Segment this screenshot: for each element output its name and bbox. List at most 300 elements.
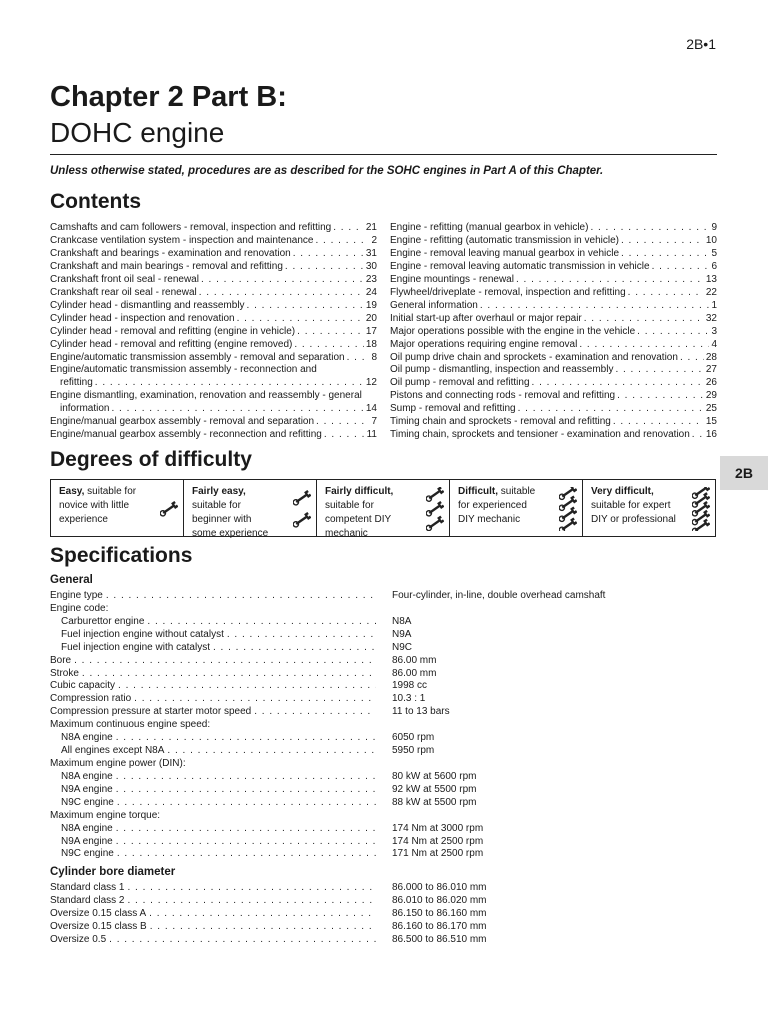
leader-dots (297, 326, 364, 339)
spec-label-cell (50, 934, 378, 947)
spec-label: Fuel injection engine without catalyst (61, 628, 224, 640)
leader-dots (95, 377, 364, 390)
spec-value: 86.010 to 86.020 mm (392, 894, 487, 906)
leader-dots (82, 668, 376, 681)
difficulty-level-name: Fairly difficult, (325, 486, 394, 497)
title-divider (50, 154, 717, 155)
contents-entry (50, 313, 377, 326)
leader-dots (621, 235, 704, 248)
spec-label: N9C engine (61, 848, 114, 860)
contents-heading: Contents (50, 190, 141, 213)
contents-entry (50, 261, 377, 274)
leader-dots (480, 300, 710, 313)
leader-dots (109, 934, 376, 947)
spec-label-cell (50, 908, 378, 921)
difficulty-level-text: suitable for expert DIY or professional (591, 500, 676, 525)
contents-entry (390, 416, 717, 429)
leader-dots (128, 895, 377, 908)
contents-page-number: 7 (371, 416, 377, 428)
spec-label: Maximum engine power (DIN): (50, 757, 186, 769)
spec-value: 86.000 to 86.010 mm (392, 882, 487, 893)
leader-dots (134, 693, 376, 706)
difficulty-level-name: Easy, (59, 486, 85, 497)
contents-page-number: 18 (365, 338, 377, 350)
contents-entry-title: Crankshaft front oil seal - renewal (50, 273, 199, 285)
spec-row (50, 719, 650, 732)
spec-row (50, 934, 650, 947)
chapter-subtitle: DOHC engine (50, 117, 225, 148)
contents-entry-title: Initial start-up after overhaul or major repair (390, 312, 582, 324)
difficulty-level-name: Difficult, (458, 486, 498, 497)
contents-page-number: 19 (365, 299, 377, 311)
contents-entry-title: General information (390, 299, 478, 311)
spec-label: Engine type (50, 590, 103, 601)
spec-label: N9C engine (61, 796, 114, 808)
leader-dots (201, 274, 364, 287)
contents-entry-title-cont: refitting (60, 377, 93, 389)
leader-dots (628, 287, 704, 300)
spec-label-cell (50, 680, 378, 693)
spec-value (378, 603, 392, 616)
contents-entry (390, 222, 717, 235)
difficulty-description (325, 485, 411, 541)
spec-label-cell (50, 616, 378, 629)
leader-dots (117, 848, 376, 861)
leader-dots (613, 416, 704, 429)
spec-value: 86.160 to 86.170 mm (392, 920, 487, 932)
contents-page-number: 17 (365, 325, 377, 337)
difficulty-description (458, 485, 544, 527)
spanner-rating-icon (426, 487, 444, 531)
leader-dots (285, 261, 364, 274)
spec-label: N9A engine (61, 783, 113, 795)
spec-label: N8A engine (61, 732, 113, 744)
leader-dots (692, 429, 704, 442)
contents-entry-title: Flywheel/driveplate - removal, inspection and refitting (390, 286, 626, 298)
contents-page-number: 8 (371, 351, 377, 363)
spec-label: Carburettor engine (61, 615, 145, 627)
spanner-rating-icon (160, 487, 178, 531)
contents-page-number: 10 (705, 234, 717, 246)
spec-label: Oversize 0.5 (50, 933, 107, 945)
spec-label-cell (50, 823, 378, 836)
leader-dots (324, 429, 365, 442)
contents-list-left (50, 222, 377, 442)
spec-value: 88 kW at 5500 rpm (392, 796, 477, 808)
contents-page-number: 2 (371, 234, 377, 246)
contents-entry-title: Timing chain, sprockets and tensioner - examination and renovation (390, 429, 690, 441)
spanner-icon (559, 495, 577, 512)
spec-value: N8A (392, 615, 412, 627)
leader-dots (128, 882, 377, 895)
leader-dots (518, 403, 704, 416)
spec-label-cell (50, 848, 378, 861)
contents-entry (390, 364, 717, 377)
difficulty-description (591, 485, 677, 527)
spec-row (50, 908, 650, 921)
contents-entry (50, 248, 377, 261)
leader-dots (516, 274, 704, 287)
spec-label-cell (50, 732, 378, 745)
spanner-icon (559, 517, 577, 531)
spec-label-cell (50, 882, 378, 895)
spec-value: 174 Nm at 2500 rpm (392, 835, 484, 847)
contents-page-number: 31 (365, 247, 377, 259)
contents-entry-title: Engine - removal leaving automatic transmission in vehicle (390, 260, 650, 272)
spec-row (50, 758, 650, 771)
spec-row (50, 590, 650, 603)
spec-row (50, 823, 650, 836)
contents-entry (390, 429, 717, 442)
spec-value: 86.150 to 86.160 mm (392, 907, 487, 919)
spec-value: Four-cylinder, in-line, double overhead camshaft (392, 590, 606, 601)
contents-entry (50, 339, 377, 352)
contents-entry-title: Oil pump drive chain and sprockets - examination and renovation (390, 351, 678, 363)
contents-entry (50, 235, 377, 248)
difficulty-level (51, 480, 184, 536)
spec-label-cell (50, 895, 378, 908)
contents-entry (50, 390, 377, 416)
contents-page-number: 4 (711, 338, 717, 350)
spanner-icon (559, 506, 577, 523)
contents-page-number: 26 (705, 377, 717, 389)
spec-row (50, 797, 650, 810)
spec-row (50, 771, 650, 784)
leader-dots (199, 287, 364, 300)
spec-label-cell (50, 668, 378, 681)
contents-entry-title: Cylinder head - removal and refitting (engine in vehicle) (50, 325, 296, 337)
spec-value: N9A (392, 628, 412, 640)
chapter-title: Chapter 2 Part B: (50, 81, 287, 113)
contents-entry-title: Engine - refitting (manual gearbox in vehicle) (390, 222, 589, 233)
spec-row (50, 680, 650, 693)
spec-value (378, 810, 392, 823)
contents-entry-title: Oil pump - removal and refitting (390, 377, 530, 389)
spec-value: 6050 rpm (392, 732, 435, 744)
spec-label-cell (50, 758, 378, 771)
spanner-icon (559, 487, 577, 501)
spec-label-cell (50, 836, 378, 849)
difficulty-level (450, 480, 583, 536)
difficulty-level (583, 480, 715, 536)
spec-value: 174 Nm at 3000 rpm (392, 822, 484, 834)
spec-value (378, 758, 392, 771)
spanner-icon (426, 516, 444, 531)
contents-page-number: 22 (705, 286, 717, 298)
leader-dots (116, 836, 376, 849)
leader-dots (116, 771, 376, 784)
difficulty-level-text: suitable for beginner with some experience (192, 500, 269, 539)
spec-label-cell (50, 810, 378, 823)
leader-dots (347, 352, 370, 365)
contents-page-number: 28 (705, 351, 717, 363)
spec-row (50, 668, 650, 681)
spec-value: 5950 rpm (392, 745, 435, 757)
spec-row (50, 616, 650, 629)
spanner-icon (426, 487, 444, 503)
spec-row (50, 693, 650, 706)
contents-page-number: 9 (711, 222, 717, 233)
contents-entry (390, 377, 717, 390)
contents-page-number: 15 (705, 416, 717, 428)
leader-dots (637, 326, 709, 339)
leader-dots (315, 235, 369, 248)
contents-page-number: 14 (365, 403, 377, 415)
contents-entry (390, 235, 717, 248)
contents-page-number: 27 (705, 364, 717, 376)
contents-entry-title: Engine/manual gearbox assembly - removal and separation (50, 416, 315, 428)
spec-value: N9C (392, 641, 413, 653)
contents-page-number: 13 (705, 273, 717, 285)
contents-page-number: 12 (365, 377, 377, 389)
contents-entry-title: Cylinder head - dismantling and reassembly (50, 299, 245, 311)
contents-entry (50, 416, 377, 429)
spec-value: 10.3 : 1 (392, 693, 426, 705)
leader-dots (247, 300, 364, 313)
spec-row (50, 810, 650, 823)
spec-value: 11 to 13 bars (392, 706, 450, 718)
contents-entry (390, 248, 717, 261)
general-heading: General (50, 574, 93, 586)
contents-entry (50, 326, 377, 339)
contents-entry-title: Engine - removal leaving manual gearbox in vehicle (390, 247, 620, 259)
contents-page-number: 24 (365, 286, 377, 298)
contents-entry (50, 429, 377, 442)
contents-page-number: 25 (705, 403, 717, 415)
page-number: 2B•1 (686, 36, 716, 52)
spec-label: Engine code: (50, 602, 109, 614)
contents-list-right (390, 222, 717, 442)
contents-entry-title: Engine/manual gearbox assembly - reconnection and refitting (50, 429, 322, 441)
difficulty-level-name: Fairly easy, (192, 486, 246, 497)
spec-row (50, 895, 650, 908)
spec-label-cell (50, 784, 378, 797)
leader-dots (615, 364, 703, 377)
spec-value: 92 kW at 5500 rpm (392, 783, 477, 795)
leader-dots (111, 403, 363, 416)
difficulty-level-text: suitable for novice with little experience (59, 486, 137, 525)
contents-entry (390, 261, 717, 274)
leader-dots (579, 339, 709, 352)
difficulty-level-text: suitable for competent DIY mechanic (325, 500, 391, 539)
difficulty-description (59, 485, 145, 527)
spec-label-cell (50, 603, 378, 616)
spec-value: 171 Nm at 2500 rpm (392, 848, 484, 860)
spec-row (50, 603, 650, 616)
contents-entry (50, 364, 377, 390)
spec-label-cell (50, 590, 378, 603)
intro-note: Unless otherwise stated, procedures are as described for the SOHC engines in Part A of this Chapter. (50, 165, 604, 177)
spanner-rating-icon (559, 487, 577, 531)
leader-dots (333, 222, 364, 235)
difficulty-scale (50, 479, 716, 537)
contents-entry (390, 300, 717, 313)
spec-row (50, 784, 650, 797)
specifications-heading: Specifications (50, 544, 193, 567)
contents-entry (50, 287, 377, 300)
bore-diameter-heading: Cylinder bore diameter (50, 866, 176, 878)
difficulty-level-name: Very difficult, (591, 486, 654, 497)
leader-dots (652, 261, 710, 274)
contents-page-number: 23 (365, 273, 377, 285)
spec-label: Fuel injection engine with catalyst (61, 641, 210, 653)
spec-value: 86.00 mm (392, 654, 437, 666)
difficulty-heading: Degrees of difficulty (50, 448, 252, 471)
contents-entry-title: Crankshaft rear oil seal - renewal (50, 286, 197, 298)
leader-dots (237, 313, 364, 326)
spec-label: N8A engine (61, 822, 113, 834)
contents-entry-title: Crankshaft and bearings - examination and renovation (50, 247, 291, 259)
spec-label-cell (50, 655, 378, 668)
spec-label: N8A engine (61, 770, 113, 782)
contents-entry-title: Sump - removal and refitting (390, 403, 516, 415)
leader-dots (532, 377, 704, 390)
contents-entry-title: Engine - refitting (automatic transmission in vehicle) (390, 234, 619, 246)
leader-dots (116, 732, 376, 745)
spec-row (50, 629, 650, 642)
contents-entry-title: Crankcase ventilation system - inspection and maintenance (50, 234, 314, 246)
spec-label: Cubic capacity (50, 680, 116, 692)
spec-row (50, 882, 650, 895)
contents-page-number: 16 (705, 429, 717, 441)
contents-page-number: 29 (705, 390, 717, 402)
spec-label-cell (50, 719, 378, 732)
contents-page-number: 20 (365, 312, 377, 324)
leader-dots (147, 616, 376, 629)
leader-dots (149, 908, 376, 921)
contents-entry-continuation (50, 377, 377, 390)
spec-label: Maximum continuous engine speed: (50, 719, 211, 731)
contents-entry-title: Major operations requiring engine removal (390, 338, 578, 350)
spec-label-cell (50, 745, 378, 758)
contents-entry (50, 300, 377, 313)
contents-entry (390, 403, 717, 416)
contents-entry-title: Engine mountings - renewal (390, 273, 514, 285)
spec-label: N9A engine (61, 835, 113, 847)
spec-label: Maximum engine torque: (50, 809, 161, 821)
contents-entry (50, 274, 377, 287)
contents-entry (390, 339, 717, 352)
leader-dots (227, 629, 376, 642)
spec-row (50, 921, 650, 934)
spec-label: Compression ratio (50, 693, 132, 705)
contents-entry-title-cont: information (60, 403, 110, 415)
contents-page-number: 6 (711, 260, 717, 272)
contents-page-number: 3 (711, 325, 717, 337)
leader-dots (254, 706, 376, 719)
leader-dots (316, 416, 369, 429)
contents-entry-title: Camshafts and cam followers - removal, inspection and refitting (50, 222, 332, 233)
spec-row (50, 642, 650, 655)
leader-dots (621, 248, 709, 261)
spec-value: 1998 cc (392, 680, 428, 692)
contents-page-number: 32 (705, 312, 717, 324)
bore-diameter-table (50, 882, 650, 947)
contents-entry (50, 352, 377, 365)
contents-page-number: 5 (711, 247, 717, 259)
contents-entry-title: Oil pump - dismantling, inspection and reassembly (390, 364, 614, 376)
contents-entry (50, 222, 377, 235)
spec-label-cell (50, 921, 378, 934)
leader-dots (590, 222, 709, 235)
contents-entry (390, 326, 717, 339)
contents-entry-title: Major operations possible with the engine in the vehicle (390, 325, 636, 337)
spec-label: Bore (50, 654, 72, 666)
general-spec-table (50, 590, 650, 861)
leader-dots (617, 390, 704, 403)
difficulty-level-text: suitable for experienced DIY mechanic (458, 486, 536, 525)
spec-row (50, 655, 650, 668)
spanner-rating-icon (293, 487, 311, 531)
leader-dots (294, 339, 364, 352)
leader-dots (74, 655, 376, 668)
leader-dots (116, 784, 376, 797)
contents-entry-title: Cylinder head - inspection and renovation (50, 312, 235, 324)
spec-label-cell (50, 706, 378, 719)
spec-row (50, 836, 650, 849)
spec-label: Standard class 1 (50, 882, 125, 893)
contents-entry-title: Cylinder head - removal and refitting (engine removed) (50, 338, 293, 350)
contents-entry-title: Engine/automatic transmission assembly - removal and separation (50, 351, 345, 363)
spec-label: Standard class 2 (50, 894, 125, 906)
spec-row (50, 848, 650, 861)
contents-page-number: 21 (365, 222, 377, 233)
spec-label: Stroke (50, 667, 79, 679)
contents-page-number: 1 (711, 299, 717, 311)
leader-dots (106, 590, 376, 603)
contents-entry (390, 352, 717, 365)
spec-value: 86.00 mm (392, 667, 437, 679)
spec-label: Oversize 0.15 class A (50, 907, 147, 919)
contents-entry (390, 274, 717, 287)
spec-value: 80 kW at 5600 rpm (392, 770, 477, 782)
spec-label-cell (50, 693, 378, 706)
spanner-icon (160, 501, 178, 518)
spec-label: Oversize 0.15 class B (50, 920, 147, 932)
contents-entry-continuation (50, 403, 377, 416)
contents-entry-title: Pistons and connecting rods - removal and refitting (390, 390, 616, 402)
spec-label-cell (50, 771, 378, 784)
leader-dots (584, 313, 704, 326)
leader-dots (167, 745, 376, 758)
difficulty-description (192, 485, 278, 541)
contents-entry-title: Engine dismantling, examination, renovation and reassembly - general (50, 390, 362, 402)
leader-dots (117, 797, 376, 810)
spec-label-cell (50, 797, 378, 810)
spec-value: 86.500 to 86.510 mm (392, 933, 487, 945)
spanner-icon (293, 512, 311, 529)
spec-label-cell (50, 642, 378, 655)
leader-dots (213, 642, 376, 655)
leader-dots (680, 352, 704, 365)
spec-row (50, 706, 650, 719)
spec-row (50, 732, 650, 745)
spec-row (50, 745, 650, 758)
spanner-icon (426, 501, 444, 518)
spec-label-cell (50, 629, 378, 642)
spec-label: All engines except N8A (61, 745, 165, 757)
contents-entry (390, 287, 717, 300)
spanner-rating-icon (692, 487, 710, 531)
spec-value (378, 719, 392, 732)
leader-dots (118, 680, 376, 693)
spanner-icon (293, 490, 311, 507)
contents-entry-title: Engine/automatic transmission assembly - reconnection and (50, 364, 317, 376)
contents-entry-title: Timing chain and sprockets - removal and refitting (390, 416, 611, 428)
spec-label: Compression pressure at starter motor speed (50, 706, 252, 718)
leader-dots (150, 921, 376, 934)
chapter-tab: 2B (720, 456, 768, 490)
